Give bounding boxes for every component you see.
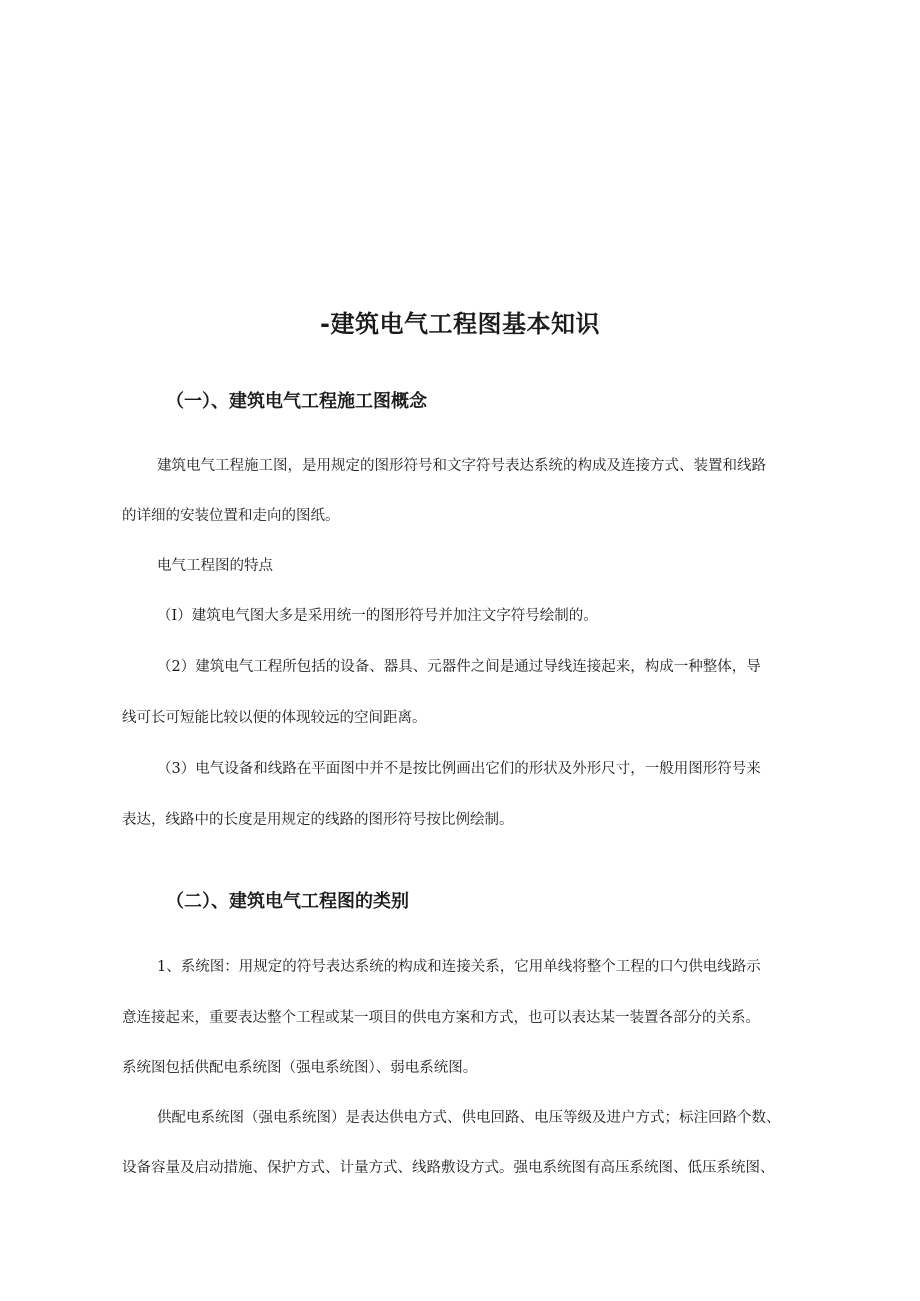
features-title: 电气工程图的特点 [157, 558, 273, 574]
paragraph-line: 供配电系统图（强电系统图）是表达供电方式、供电回路、电压等级及进户方式；标注回路个数、 [157, 1110, 781, 1126]
paragraph-line: 1、系统图：用规定的符号表达系统的构成和连接关系，它用单线将整个工程的口勺供电线路示 [157, 959, 761, 975]
paragraph-line: 意连接起来，重要表达整个工程或某一项目的供电方案和方式，也可以表达某一装置各部分的关系。 [122, 1010, 760, 1026]
paragraph-line: 设备容量及启动措施、保护方式、计量方式、线路敷设方式。强电系统图有高压系统图、低压系统图、 [122, 1160, 775, 1176]
paragraph-line: 建筑电气工程施工图，是用规定的图形符号和文字符号表达系统的构成及连接方式、装置和线路 [157, 458, 766, 474]
section-heading-categories: （二）、建筑电气工程图的类别 [166, 891, 409, 912]
feature-item-1: （I）建筑电气图大多是采用统一的图形符号并加注文字符号绘制的。 [157, 608, 598, 624]
feature-item-2-line2: 线可长可短能比较以便的体现较远的空间距离。 [122, 710, 427, 726]
paragraph-line: 的详细的安装位置和走向的图纸。 [122, 508, 340, 524]
feature-item-3-line2: 表达，线路中的长度是用规定的线路的图形符号按比例绘制。 [122, 812, 514, 828]
feature-item-3-line1: （3）电气设备和线路在平面图中并不是按比例画出它们的形状及外形尺寸，一般用图形符号来 [157, 761, 761, 777]
paragraph-line: 系统图包括供配电系统图（强电系统图）、弱电系统图。 [122, 1060, 478, 1076]
document-title: -建筑电气工程图基本知识 [320, 310, 600, 338]
feature-item-2-line1: （2）建筑电气工程所包括的设备、器具、元器件之间是通过导线连接起来，构成一种整体，导 [157, 659, 761, 675]
section-heading-concept: （一）、建筑电气工程施工图概念 [166, 391, 427, 412]
